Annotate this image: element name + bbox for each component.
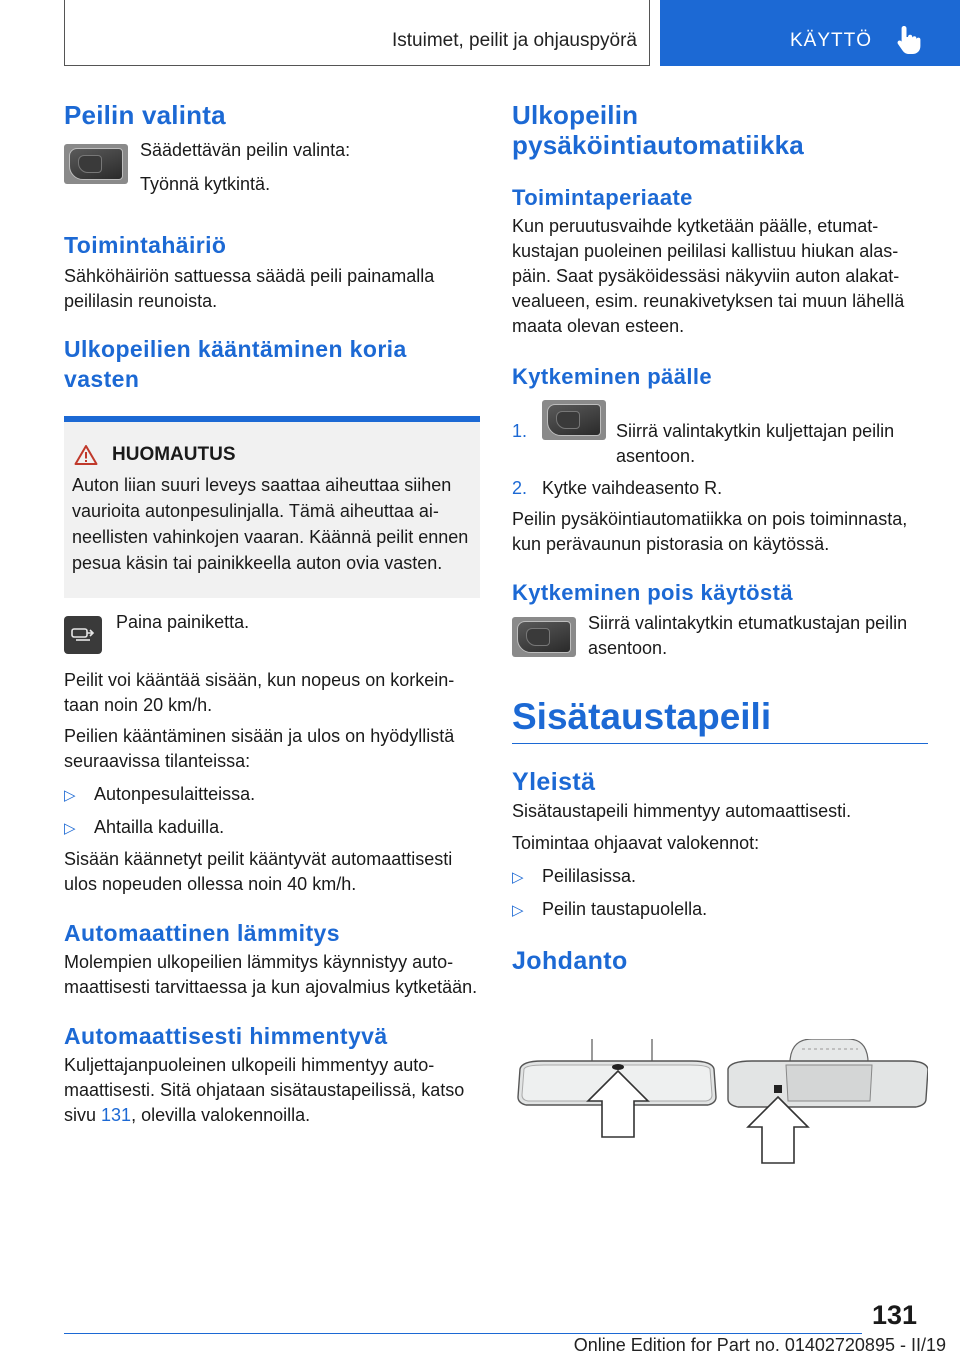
list-item: ▷ Peililasissa. xyxy=(512,864,928,890)
notice-box xyxy=(64,416,480,598)
general-heading: Yleistä xyxy=(512,768,596,796)
fold-button-row xyxy=(64,614,480,654)
switch-off-heading: Kytkeminen pois käytöstä xyxy=(512,580,794,605)
malfunction-heading: Toimintahäiriö xyxy=(64,232,227,258)
general-p2: Toimintaa ohjaavat valokennot: xyxy=(512,833,760,853)
page-link[interactable]: 131 xyxy=(101,1105,132,1125)
switch-off-text: Siirrä valintakytkin etumatkustajan peilin asentoon. xyxy=(588,613,908,658)
notice-text: Auton liian suuri leveys saattaa aiheuttaa siihen vaurioita autonpesulinjalla. Tämä aiheuttaa aineellisten vahinkojen vaaran. Käännä peilit ennen pesua käsin tai painikkeella auton ovia vasten. xyxy=(72,475,469,573)
triangle-bullet-icon: ▷ xyxy=(64,820,76,837)
fold-p3: Sisään käännetyt peilit kääntyvät automaattisesti ulos nopeuden ollessa noin 40 km/h. xyxy=(64,849,453,894)
footer-rule xyxy=(64,1333,862,1334)
header-section-box xyxy=(64,0,650,66)
fold-p1: Peilit voi kääntää sisään, kun nopeus on korkeintaan noin 20 km/h. xyxy=(64,670,455,715)
list-item: ▷ Peilin taustapuolella. xyxy=(512,897,928,923)
dimming-heading: Automaattisesti himmentyvä xyxy=(64,1023,388,1049)
notice-title: HUOMAUTUS xyxy=(112,444,236,465)
mirror-selector-switch-icon xyxy=(512,617,576,657)
list-item: ▷ Autonpesulaitteissa. xyxy=(64,782,480,808)
list-item: ▷ Ahtailla kaduilla. xyxy=(64,815,480,841)
heating-text: Molempien ulkopeilien lämmitys käynnistyy automaattisesti tarvittaessa ja kun ajovalmius kytketään. xyxy=(64,952,478,997)
parking-heading: Ulkopeilin pysäköintiautomatiikka xyxy=(512,100,804,160)
principle-heading: Toimintaperiaate xyxy=(512,185,693,210)
step-item: 2. Kytke vaihdeasento R. xyxy=(512,478,723,498)
triangle-bullet-icon: ▷ xyxy=(512,869,524,886)
warning-triangle-icon xyxy=(74,444,98,466)
mirror-selector-switch-icon xyxy=(64,144,128,184)
mirror-selector-switch-icon xyxy=(542,400,606,440)
malfunction-text: Sähköhäiriön sattuessa säädä peili painamalla peililasin reunoista. xyxy=(64,266,435,311)
header-chapter-tab[interactable] xyxy=(660,0,960,66)
header-chapter-title: KÄYTTÖ xyxy=(790,30,873,51)
interior-mirror-heading: Sisätaustapeili xyxy=(512,696,772,737)
right-column xyxy=(512,100,928,1179)
page-number: 131 xyxy=(872,1300,918,1330)
pointing-hand-icon xyxy=(894,24,924,56)
dimming-text: Kuljettajanpuoleinen ulkopeili himmentyy automaattisesti. Sitä ohjataan sisätaustapeilissä, katso sivu 131, olevilla valokennoilla. xyxy=(64,1055,465,1125)
switch-on-note: Peilin pysäköintiautomatiikka on pois toiminnasta, kun perävaunun pistorasia on käytössä. xyxy=(512,509,908,554)
general-p1: Sisätaustapeili himmentyy automaattisesti. xyxy=(512,801,852,821)
mirror-select-line1: Säädettävän peilin valinta: xyxy=(140,140,351,160)
triangle-bullet-icon: ▷ xyxy=(512,902,524,919)
left-column xyxy=(64,100,480,1128)
mirror-fold-button-icon xyxy=(64,616,102,654)
fold-heading: Ulkopeilien kääntäminen koria vasten xyxy=(64,336,407,392)
principle-text: Kun peruutusvaihde kytketään päälle, etumatkustajan puoleinen peililasi kallistuu hiukan alaspäin. Saat pysäköidessäsi näkyviin auton alakatvealueen, esim. reunakivetyksen tai muun lähellä maata olevan esteen. xyxy=(512,216,905,336)
triangle-bullet-icon: ▷ xyxy=(64,787,76,804)
interior-mirror-heading-rule xyxy=(512,695,928,744)
mirror-select-row xyxy=(64,142,480,197)
notice-header xyxy=(72,444,472,466)
fold-p2: Peilien kääntäminen sisään ja ulos on hyödyllistä seuraavissa tilanteissa: xyxy=(64,726,455,771)
header-section-title: Istuimet, peilit ja ohjauspyörä xyxy=(391,30,637,51)
footer-edition: Online Edition for Part no. 01402720895 - II/19 xyxy=(573,1335,946,1355)
mirror-select-heading: Peilin valinta xyxy=(64,100,226,130)
switch-off-row xyxy=(512,615,928,661)
step-item: 1. Siirrä valintakytkin kuljettajan peilin asentoon. xyxy=(512,405,928,469)
mirror-select-line2: Työnnä kytkintä. xyxy=(140,174,271,194)
switch-on-heading: Kytkeminen päälle xyxy=(512,364,712,389)
press-button-text: Paina painiketta. xyxy=(116,612,250,632)
heating-heading: Automaattinen lämmitys xyxy=(64,920,340,946)
interior-mirror-illustration xyxy=(512,1039,928,1179)
intro-heading: Johdanto xyxy=(512,947,628,975)
